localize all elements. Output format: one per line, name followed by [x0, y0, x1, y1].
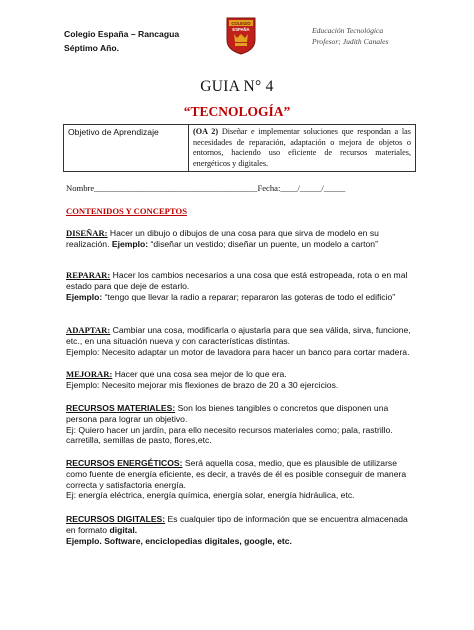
def-reparar: Hacer los cambios necesarios a una cosa que está estropeada, rota o en mal estado para que deje de estarlo. [66, 270, 408, 291]
subject-header [312, 25, 389, 47]
objective-table [63, 124, 416, 172]
term-mejorar: MEJORAR: [66, 369, 113, 379]
def-mejorar: Hacer que una cosa sea mejor de lo que era. [112, 369, 287, 379]
example-reparar: “tengo que llevar la radio a reparar; repararon las goteras de todo el edificio” [102, 291, 396, 302]
objective-cell [189, 125, 416, 172]
def-digitales: Es cualquier tipo de información que se encuentra almacenada en formato [66, 514, 408, 535]
example-label-disenar: Ejemplo: [111, 238, 149, 249]
example-materiales: Ej: Quiero hacer un jardín, para ello necesito recursos materiales como; pala, rastrillo. carretilla, semillas de pasto, flores,etc. [66, 424, 393, 446]
example-energeticos: Ej: energía eléctrica, energía química, energía solar, energía hidráulica, etc. [66, 490, 355, 501]
svg-text:ESPAÑA: ESPAÑA [232, 27, 250, 32]
term-disenar: DISEÑAR: [66, 228, 108, 238]
def-energeticos: Será aquella cosa, medio, que es plausible de utilizarse como fuente de energía eficiente, es decir, a través de él es posible conseguir de manera correcta y satisfactoria energía. [66, 458, 407, 490]
teacher-name: Profesor; Judith Canales [312, 37, 389, 46]
term-materiales: RECURSOS MATERIALES: [66, 403, 176, 413]
def-digitales-bold: digital. [109, 524, 138, 535]
objective-code: (OA 2) [193, 127, 219, 136]
concept-mejorar [66, 369, 414, 391]
example-mejorar: Ejemplo: Necesito mejorar mis flexiones de brazo de 20 a 30 ejercicios. [66, 379, 339, 390]
term-digitales: RECURSOS DIGITALES: [66, 514, 166, 524]
term-reparar: REPARAR: [66, 270, 111, 280]
term-energeticos: RECURSOS ENERGÉTICOS: [66, 458, 183, 468]
grade-level: Séptimo Año. [64, 43, 120, 53]
name-date-line: Nombre______________________________________Fecha:____/_____/_____ [66, 183, 346, 193]
concept-disenar [66, 228, 414, 250]
section-title: CONTENIDOS Y CONCEPTOS [66, 206, 187, 216]
def-adaptar: Cambiar una cosa, modificarla o ajustarla para que sea válida, sirva, funcione, etc., en una situación nueva y con características distintas. [66, 325, 411, 346]
concept-reparar [66, 270, 414, 302]
example-adaptar: Ejemplo: Necesito adaptar un motor de lavadora para hacer un banco para cortar madera. [66, 346, 410, 357]
objective-text: Diseñar e implementar soluciones que respondan a las necesidades de reparación, adaptación o mejora de objetos o entornos, haciendo uso eficiente de recursos materiales, energéticos y digitales. [193, 127, 411, 168]
concept-materiales [66, 403, 414, 446]
subject-name: Educación Tecnológica [312, 26, 384, 35]
concept-adaptar [66, 325, 414, 357]
example-disenar: “diseñar un vestido; diseñar un puente, un modelo a carton” [148, 238, 378, 249]
objective-label: Objetivo de Aprendizaje [64, 125, 189, 172]
school-header [64, 27, 179, 55]
def-materiales: Son los bienes tangibles o concretos que disponen una persona para lograr un objetivo. [66, 403, 389, 424]
example-digitales: Ejemplo. Software, enciclopedias digitales, google, etc. [66, 535, 292, 546]
concept-digitales [66, 514, 414, 546]
svg-text:COLEGIO: COLEGIO [231, 21, 251, 26]
example-label-reparar: Ejemplo: [66, 291, 103, 302]
school-name: Colegio España – Rancagua [64, 29, 180, 39]
page-subtitle: “TECNOLOGÍA” [183, 104, 291, 119]
term-adaptar: ADAPTAR: [66, 325, 111, 335]
def-disenar: Hacer un dibujo o dibujos de una cosa para que sirva de modelo en su realización. [66, 228, 379, 249]
page-title: GUIA N° 4 [200, 78, 274, 95]
school-crest-icon [225, 16, 257, 56]
concept-energeticos [66, 458, 414, 501]
